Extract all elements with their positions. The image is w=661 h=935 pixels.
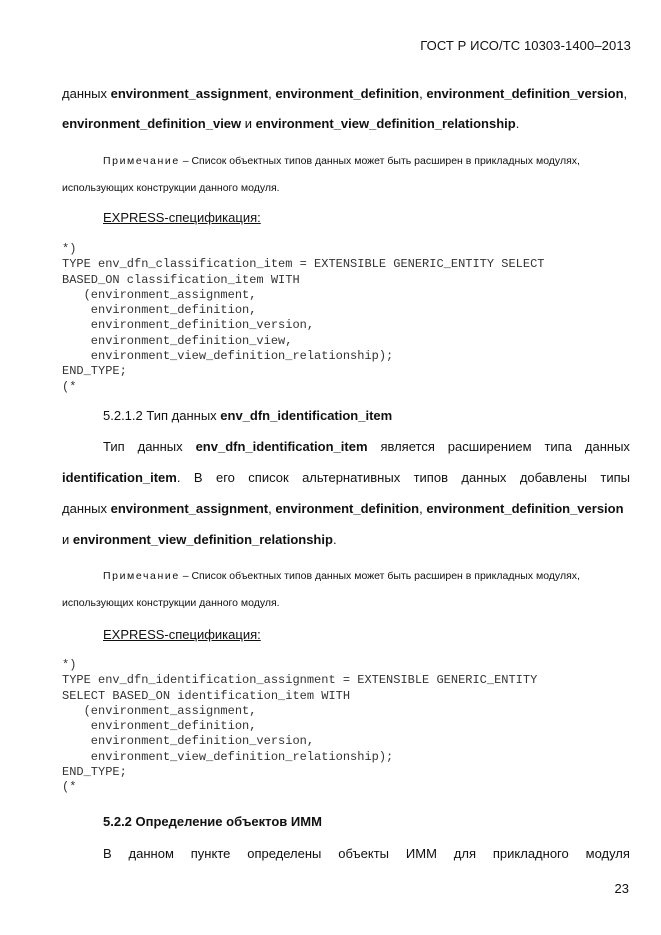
paragraph-line: и environment_view_definition_relationship.	[62, 532, 337, 547]
paragraph-line: Тип данных env_dfn_identification_item является расширением типа данных	[103, 439, 630, 454]
section-heading: 5.2.2 Определение объектов ИММ	[103, 814, 322, 829]
page-number: 23	[614, 881, 629, 896]
express-code-block	[62, 658, 537, 796]
code-line: TYPE env_dfn_identification_assignment = EXTENSIBLE GENERIC_ENTITY	[62, 673, 538, 688]
entity-name: environment_assignment	[110, 501, 269, 516]
entity-name: environment_view_definition_relationship	[255, 116, 516, 131]
code-line: (*	[62, 379, 77, 394]
entity-name: environment_definition_version	[426, 501, 624, 516]
code-line: END_TYPE;	[62, 765, 127, 780]
entity-name: environment_definition_version	[426, 86, 624, 101]
code-line: SELECT BASED_ON identification_item WITH	[62, 688, 351, 703]
paragraph-line: данных environment_assignment, environment_definition, environment_definition_version,	[62, 86, 628, 101]
code-line: environment_definition_version,	[62, 318, 315, 333]
note-continuation: использующих конструкции данного модуля.	[62, 182, 280, 194]
express-spec-heading: EXPRESS-спецификация:	[103, 210, 261, 225]
express-spec-heading: EXPRESS-спецификация:	[103, 627, 261, 642]
entity-name: environment_assignment	[110, 86, 269, 101]
entity-name: env_dfn_identification_item	[195, 439, 368, 454]
code-line: (environment_assignment,	[62, 703, 257, 718]
code-line: *)	[62, 242, 77, 256]
entity-name: env_dfn_identification_item	[220, 408, 393, 423]
code-line: TYPE env_dfn_classification_item = EXTENSIBLE GENERIC_ENTITY SELECT	[62, 257, 545, 272]
code-line: (environment_assignment,	[62, 287, 257, 302]
entity-name: environment_view_definition_relationship	[72, 532, 333, 547]
code-line: (*	[62, 780, 77, 795]
paragraph-line: environment_definition_view и environment_view_definition_relationship.	[62, 116, 520, 131]
code-line: END_TYPE;	[62, 364, 127, 379]
entity-name: environment_definition	[275, 86, 420, 101]
code-line: environment_definition_view,	[62, 333, 293, 348]
entity-name: environment_definition	[275, 501, 420, 516]
note-label: Примечание	[103, 570, 180, 582]
note: Примечание – Список объектных типов данных может быть расширен в прикладных модулях,	[103, 570, 580, 582]
code-line: *)	[62, 658, 77, 672]
subsection-heading: 5.2.1.2 Тип данных env_dfn_identification_item	[103, 408, 393, 423]
code-line: environment_definition_version,	[62, 734, 315, 749]
code-line: environment_view_definition_relationship);	[62, 749, 394, 764]
document-header: ГОСТ Р ИСО/ТС 10303-1400–2013	[420, 38, 631, 53]
note-continuation: использующих конструкции данного модуля.	[62, 597, 280, 609]
paragraph-line: данных environment_assignment, environment_definition, environment_definition_version	[62, 501, 624, 516]
code-line: BASED_ON classification_item WITH	[62, 272, 300, 287]
paragraph-line: В данном пункте определены объекты ИММ для прикладного модуля	[103, 846, 630, 861]
code-line: environment_definition,	[62, 303, 257, 318]
entity-name: identification_item	[62, 470, 177, 485]
paragraph-line: identification_item. В его список альтернативных типов данных добавлены типы	[62, 470, 630, 485]
note: Примечание – Список объектных типов данных может быть расширен в прикладных модулях,	[103, 155, 580, 167]
code-line: environment_view_definition_relationship);	[62, 349, 394, 364]
entity-name: environment_definition_view	[62, 116, 242, 131]
code-line: environment_definition,	[62, 719, 257, 734]
express-code-block	[62, 242, 544, 395]
note-label: Примечание	[103, 155, 180, 167]
